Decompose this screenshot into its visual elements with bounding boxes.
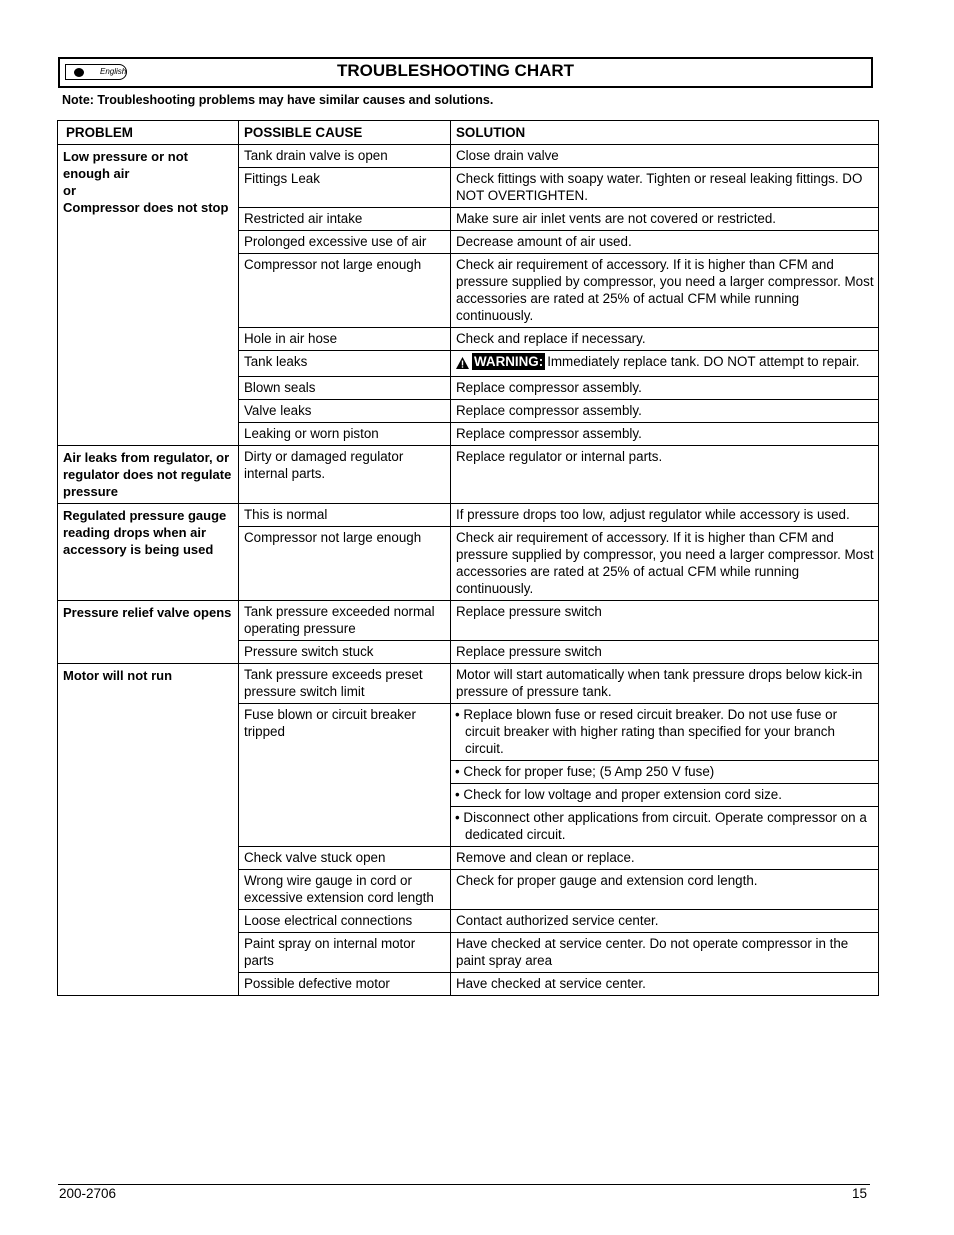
cause-cell: Prolonged excessive use of air bbox=[239, 231, 451, 254]
cause-cell: Check valve stuck open bbox=[239, 847, 451, 870]
cause-cell: Fuse blown or circuit breaker tripped bbox=[239, 704, 451, 847]
solution-bullet-cell: • Disconnect other applications from circuit. Operate compressor on a dedicated circuit. bbox=[451, 807, 879, 847]
problem-cell bbox=[58, 145, 239, 446]
solution-cell: Close drain valve bbox=[451, 145, 879, 168]
document-number: 200-2706 bbox=[59, 1186, 117, 1201]
solution-cell: Check and replace if necessary. bbox=[451, 328, 879, 351]
problem-cell: Air leaks from regulator, or regulator does not regulate pressure bbox=[58, 446, 239, 504]
cause-cell: Fittings Leak bbox=[239, 168, 451, 208]
language-tab bbox=[65, 64, 127, 80]
cause-cell: Dirty or damaged regulator internal parts. bbox=[239, 446, 451, 504]
language-dot-icon bbox=[74, 68, 84, 77]
cause-cell: Compressor not large enough bbox=[239, 527, 451, 601]
solution-cell: Have checked at service center. Do not operate compressor in the paint spray area bbox=[451, 933, 879, 973]
solution-cell: Check for proper gauge and extension cord length. bbox=[451, 870, 879, 910]
cause-cell: Tank drain valve is open bbox=[239, 145, 451, 168]
solution-cell: Replace compressor assembly. bbox=[451, 423, 879, 446]
cause-cell: Wrong wire gauge in cord or excessive extension cord length bbox=[239, 870, 451, 910]
solution-cell: Replace compressor assembly. bbox=[451, 377, 879, 400]
header-box bbox=[58, 57, 873, 88]
table-row bbox=[58, 504, 879, 527]
solution-cell: If pressure drops too low, adjust regulator while accessory is used. bbox=[451, 504, 879, 527]
column-header-cause: POSSIBLE CAUSE bbox=[239, 121, 451, 145]
cause-cell: Tank pressure exceeded normal operating pressure bbox=[239, 601, 451, 641]
solution-cell: Check fittings with soapy water. Tighten or reseal leaking fittings. DO NOT OVERTIGHTEN. bbox=[451, 168, 879, 208]
cause-cell: Restricted air intake bbox=[239, 208, 451, 231]
solution-cell bbox=[451, 351, 879, 377]
troubleshooting-table bbox=[57, 120, 879, 996]
solution-bullet-cell: • Check for low voltage and proper extension cord size. bbox=[451, 784, 879, 807]
cause-cell: Loose electrical connections bbox=[239, 910, 451, 933]
solution-cell: Have checked at service center. bbox=[451, 973, 879, 996]
solution-cell: Make sure air inlet vents are not covered or restricted. bbox=[451, 208, 879, 231]
cause-cell: Pressure switch stuck bbox=[239, 641, 451, 664]
page-number: 15 bbox=[852, 1186, 868, 1201]
column-header-problem: PROBLEM bbox=[58, 121, 239, 145]
table-row bbox=[58, 145, 879, 168]
table-row bbox=[58, 446, 879, 504]
problem-compressor-not-stop: Compressor does not stop bbox=[63, 200, 229, 215]
cause-cell: Tank pressure exceeds preset pressure switch limit bbox=[239, 664, 451, 704]
problem-cell: Motor will not run bbox=[58, 664, 239, 996]
cause-cell: Hole in air hose bbox=[239, 328, 451, 351]
note-text: Note: Troubleshooting problems may have similar causes and solutions. bbox=[62, 93, 494, 107]
solution-bullet-cell: • Replace blown fuse or resed circuit breaker. Do not use fuse or circuit breaker with higher rating than specified for your branch circuit. bbox=[451, 704, 879, 761]
solution-cell: Contact authorized service center. bbox=[451, 910, 879, 933]
solution-cell: Check air requirement of accessory. If it is higher than CFM and pressure supplied by compressor, you need a larger compressor. Most accessories are rated at 25% of actual CFM while running continuously. bbox=[451, 527, 879, 601]
problem-cell: Regulated pressure gauge reading drops when air accessory is being used bbox=[58, 504, 239, 601]
solution-cell: Replace regulator or internal parts. bbox=[451, 446, 879, 504]
language-label: English bbox=[100, 67, 127, 76]
solution-cell: Check air requirement of accessory. If it is higher than CFM and pressure supplied by compressor, you need a larger compressor. Most accessories are rated at 25% of actual CFM while running continuously. bbox=[451, 254, 879, 328]
footer-divider bbox=[58, 1184, 870, 1185]
cause-cell: Blown seals bbox=[239, 377, 451, 400]
solution-cell: Replace pressure switch bbox=[451, 641, 879, 664]
table-header-row bbox=[58, 121, 879, 145]
cause-cell: Paint spray on internal motor parts bbox=[239, 933, 451, 973]
warning-badge: WARNING: bbox=[474, 354, 544, 369]
problem-cell: Pressure relief valve opens bbox=[58, 601, 239, 664]
solution-cell: Remove and clean or replace. bbox=[451, 847, 879, 870]
cause-cell: This is normal bbox=[239, 504, 451, 527]
cause-cell: Leaking or worn piston bbox=[239, 423, 451, 446]
cause-cell: Compressor not large enough bbox=[239, 254, 451, 328]
solution-cell: Replace compressor assembly. bbox=[451, 400, 879, 423]
solution-cell: Replace pressure switch bbox=[451, 601, 879, 641]
problem-low-pressure-line1: Low pressure or not enough air bbox=[63, 149, 188, 181]
page-title: TROUBLESHOOTING CHART bbox=[337, 61, 575, 80]
table-row bbox=[58, 601, 879, 641]
solution-cell: Decrease amount of air used. bbox=[451, 231, 879, 254]
warning-triangle-icon bbox=[456, 353, 472, 373]
column-header-solution: SOLUTION bbox=[451, 121, 879, 145]
problem-low-pressure-or: or bbox=[63, 183, 76, 198]
solution-cell: Motor will start automatically when tank pressure drops below kick-in pressure of pressure tank. bbox=[451, 664, 879, 704]
cause-cell: Possible defective motor bbox=[239, 973, 451, 996]
solution-bullet-cell: • Check for proper fuse; (5 Amp 250 V fuse) bbox=[451, 761, 879, 784]
cause-cell: Valve leaks bbox=[239, 400, 451, 423]
cause-cell: Tank leaks bbox=[239, 351, 451, 377]
warning-block bbox=[456, 353, 874, 373]
warning-text: Immediately replace tank. DO NOT attempt to repair. bbox=[547, 354, 860, 369]
table-row bbox=[58, 664, 879, 704]
